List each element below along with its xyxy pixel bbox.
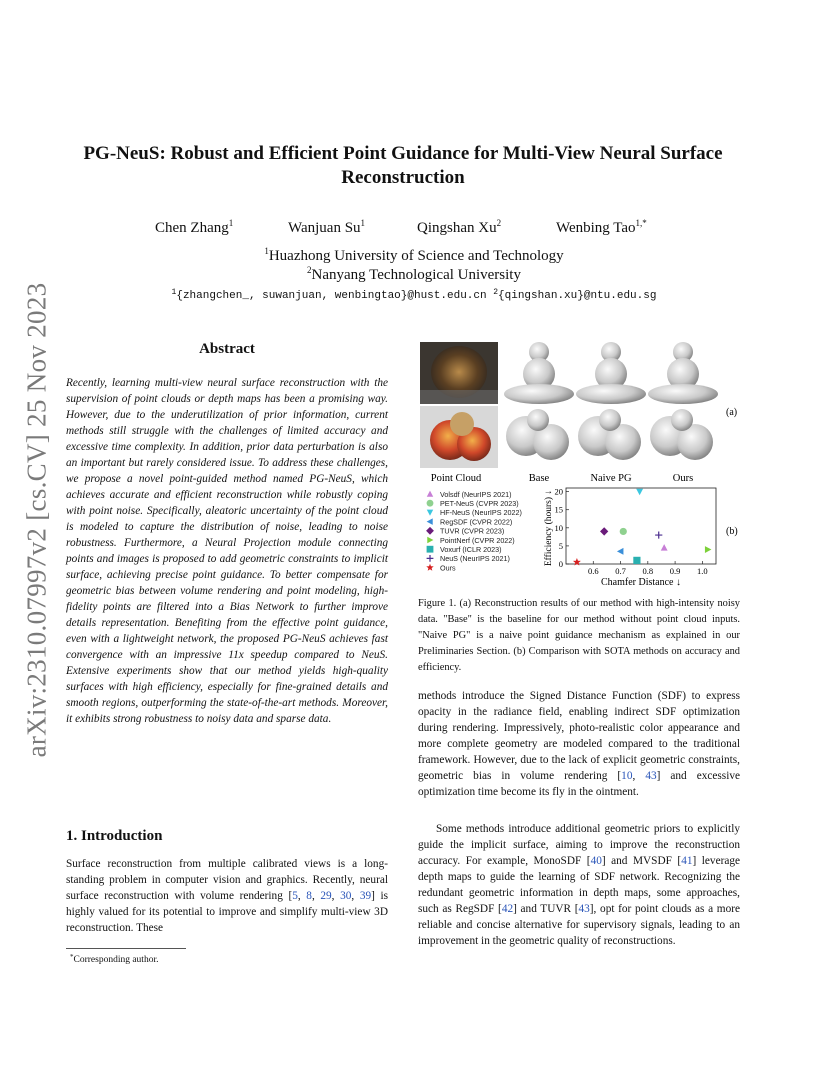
legend-entry: Voxurf (ICLR 2023) [440,545,502,554]
x-tick-label: 1.0 [697,566,708,576]
abstract-heading: Abstract [199,341,255,357]
legend-marker [427,500,434,507]
data-point [636,489,643,495]
legend-entry: NeuS (NeurIPS 2021) [440,554,510,564]
panel-label-a: (a) [726,407,738,418]
point-cloud-fruit-image [420,406,498,468]
x-tick-label: 0.9 [669,566,681,576]
legend-entry: Volsdf (NeurIPS 2021) [440,489,512,499]
legend-marker [427,546,434,553]
arxiv-stamp-text: arXiv:2310.07997v2 [cs.CV] 25 Nov 2023 [21,282,52,758]
author-3: Qingshan Xu$^2$ [417,218,502,236]
arxiv-stamp [22,280,52,760]
reconstruction-results [420,342,737,484]
data-points [573,489,711,566]
author-2: Wanjuan Su$^1$ [288,218,366,236]
citation-link[interactable]: 41 [681,855,693,867]
citation-link[interactable]: 39 [359,890,372,902]
y-tick-label: 15 [554,504,563,515]
citation-link[interactable]: 40 [590,855,602,867]
ours-buddha-render [648,342,718,404]
author-list [0,218,828,240]
citation-link[interactable]: 29 [320,890,332,902]
legend-entry: PET-NeuS (CVPR 2023) [440,499,519,508]
citation-link[interactable]: 42 [501,903,514,915]
abstract-text: Recently, learning multi-view neural surface reconstruction with the supervision of point clouds or depth maps has been a promising way. However, due to the underutilization of prior information, current methods still struggle with the challenges of limited accuracy and excessive time complexity. In addition, prior data perturbation is also an important but rarely considered issue. To address these challenges, we propose a novel point-guided method named PG-NeuS, which achieves accurate and efficient reconstruction while robustly coping with point noise. Specifically, aleatoric uncertainty of the point cloud is modeled to capture the distribution of noise, leading to noise robustness. Furthermore, a Neural Projection module connecting points and images is proposed to add geometric constraints to implicit surface, achieving precise point guidance. To better compensate for geometric bias between volume rendering and point modeling, high-fidelity points are filtered into a Bias Network to further improve details representation. Benefiting from the effective point guidance, even with a lightweight network, the proposed PG-NeuS achieves fast convergence with an impressive 11x speedup compared to NeuS. Extensive experiments show that our method yields high-quality surfaces with high efficiency, especially for fine-grained details and smooth regions, outperforming the state-of-the-art methods. Moreover, it exhibits strong robustness to noisy data and sparse data. [66,377,388,725]
legend-marker [426,527,434,535]
legend-entry: TUVR (CVPR 2023) [440,526,505,536]
y-axis-label: Efficiency (hours) ↓ [544,489,554,567]
data-point [600,527,608,535]
data-point [661,544,668,550]
footnote: *Corresponding author. [70,953,159,965]
data-point [705,546,711,553]
email-group-2[interactable]: {qingshan.xu}@ntu.edu.sg [498,290,657,302]
column-label-base: Base [528,473,550,484]
footnote-rule [66,948,186,949]
y-tick-label: 0 [558,559,563,569]
citation-link[interactable]: 8 [306,890,312,902]
citation-link[interactable]: 43 [645,770,657,782]
ours-fruit-render [650,409,713,460]
y-tick-label: 20 [554,486,563,497]
plot-frame [566,488,716,564]
legend-marker [427,555,434,562]
panel-label-b: (b) [726,526,738,537]
introduction-heading: 1. Introduction [66,828,163,844]
x-tick-label: 0.7 [615,566,626,576]
x-tick-label: 0.8 [642,566,654,576]
data-point [655,531,662,538]
scatter-chart [543,487,716,588]
author-1: Chen Zhang$^1$ [155,218,234,236]
data-point [620,528,627,535]
right-paragraph-2: Some methods introduce additional geometric priors to explicitly guide the implicit surface, aiming to improve the reconstruction accuracy. For example, MonoSDF [40] and MVSDF [41] leverage depth maps to guide the learning of SDF network. Recognizing the redundant geometric information in depth maps, some approaches, such as RegSDF [42] and TUVR [43], opt for point clouds as a more reliable and concise alternative for supervisory signals, leading to an improvement in the geometric quality of reconstructions. [418,823,741,947]
data-point [573,558,581,565]
author-4: Wenbing Tao$^{1,*}$ [556,218,647,236]
paper-title-line1: PG-NeuS: Robust and Efficient Point Guidance for Multi-View Neural Surface [83,143,723,164]
x-tick-label: 0.6 [587,566,599,576]
chart-legend [426,490,522,573]
figure-caption: Figure 1. (a) Reconstruction results of our method with high-intensity noisy data. "Base" is the baseline for our method without point cloud inputs. "Naive PG" is a naive point guidance mechanism as explained in our Preliminaries Section. (b) Comparison with SOTA methods on accuracy and efficiency. [418,598,740,673]
base-buddha-render [504,342,574,404]
citation-link[interactable]: 10 [621,770,633,782]
legend-entry: RegSDF (CVPR 2022) [440,517,513,527]
paper-title-line2: Reconstruction [341,167,465,188]
citation-link[interactable]: 30 [340,890,352,902]
legend-entry: PointNerf (CVPR 2022) [440,535,515,545]
column-label-point-cloud: Point Cloud [430,473,482,484]
legend-entry: Ours [440,563,456,573]
citation-link[interactable]: 43 [578,903,590,915]
y-tick-label: 5 [558,540,563,551]
legend-marker [427,537,433,543]
affiliation-2: $^2$Nanyang Technological University [307,265,521,283]
affiliation-1: $^1$Huazhong University of Science and Technology [264,246,564,264]
column-label-ours: Ours [672,473,694,484]
x-axis-label: Chamfer Distance ↓ [601,577,681,588]
citation-link[interactable]: 5 [292,890,298,902]
base-fruit-render [506,409,569,460]
naive-pg-fruit-render [578,409,641,460]
data-point [617,548,623,555]
introduction-paragraph: Surface reconstruction from multiple calibrated views is a long-standing problem in computer vision and graphics. Recently, neural surface reconstruction with volume rendering [5, 8, 29, 30, 39] is highly valued for its potential to improve and simplify multi-view 3D reconstruction. These [66,858,388,934]
point-cloud-buddha-image [420,342,498,404]
data-point [633,557,640,564]
naive-pg-buddha-render [576,342,646,404]
y-tick-label: 10 [554,522,563,533]
legend-marker [427,491,433,497]
author-emails: $^1${zhangchen_, suwanjuan, wenbingtao}@hust.edu.cn $^2${qingshan.xu}@ntu.edu.sg [171,288,657,302]
legend-marker [427,510,433,516]
figure-1 [418,340,748,592]
email-group-1[interactable]: {zhangchen_, suwanjuan, wenbingtao}@hust.edu.cn [176,290,487,302]
column-label-naive-pg: Naive PG [590,473,632,484]
right-paragraph-1: methods introduce the Signed Distance Function (SDF) to express opacity in the radiance field, enabling indirect SDF optimization during rendering. Impressively, photo-realistic color appearance and more complete geometry are modeled compared to the traditional framework. However, due to the lack of explicit geometric constraints, geometric bias in volume rendering [10, 43] and excessive optimization time become its fly in the ointment. [418,690,740,798]
legend-marker [426,564,433,571]
legend-entry: HF-NeuS (NeurIPS 2022) [440,508,522,518]
legend-marker [427,518,433,524]
